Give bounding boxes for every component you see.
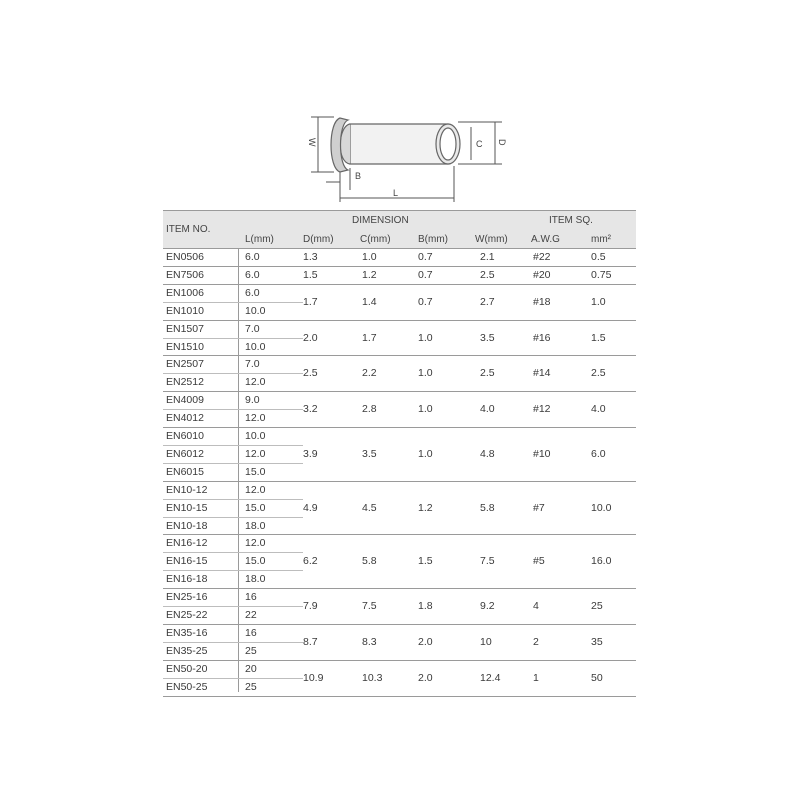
d-value: 4.9	[303, 501, 318, 514]
awg-value: 1	[533, 671, 539, 684]
c-value: 7.5	[362, 600, 377, 612]
item-number: EN25-16	[166, 591, 208, 604]
awg-value: #12	[533, 403, 551, 416]
mm2-value: 4.0	[591, 403, 606, 416]
item-number: EN10-18	[166, 519, 208, 532]
label-c: C	[476, 139, 483, 149]
length-value: 22	[245, 609, 257, 621]
c-value: 2.2	[362, 367, 377, 380]
mm2-value: 10.0	[591, 501, 612, 514]
group-divider	[163, 481, 636, 482]
d-value: 3.2	[303, 403, 318, 416]
mm2-value: 0.5	[591, 250, 606, 263]
spec-table	[163, 210, 636, 692]
label-w: W	[307, 138, 317, 147]
group-divider	[163, 355, 636, 356]
item-number: EN0506	[166, 251, 204, 263]
group-divider	[163, 427, 636, 428]
mm2-value: 16.0	[591, 555, 612, 568]
row-divider	[163, 552, 303, 553]
item-number: EN2507	[166, 358, 204, 371]
c-value: 2.8	[362, 403, 377, 416]
header-item-sq: ITEM SQ.	[549, 215, 593, 226]
d-value: 10.9	[303, 671, 324, 684]
w-value: 5.8	[480, 501, 495, 514]
d-value: 7.9	[303, 600, 318, 612]
length-value: 6.0	[245, 286, 260, 299]
length-value: 10.0	[245, 340, 266, 353]
b-value: 1.0	[418, 447, 433, 460]
awg-value: #14	[533, 367, 551, 380]
length-value: 9.0	[245, 394, 260, 407]
row-divider	[163, 678, 303, 679]
item-column-divider	[238, 248, 239, 692]
w-value: 9.2	[480, 600, 495, 612]
awg-value: #20	[533, 268, 551, 281]
awg-value: #18	[533, 295, 551, 308]
c-value: 10.3	[362, 671, 383, 684]
w-value: 2.1	[480, 250, 495, 263]
mm2-value: 35	[591, 635, 603, 648]
group-divider	[163, 266, 636, 267]
mm2-value: 0.75	[591, 268, 612, 281]
row-divider	[163, 642, 303, 643]
length-value: 6.0	[245, 268, 260, 281]
c-value: 5.8	[362, 555, 377, 568]
header-mm2: mm²	[591, 234, 611, 245]
mm2-value: 6.0	[591, 447, 606, 460]
mm2-value: 2.5	[591, 367, 606, 380]
row-divider	[163, 570, 303, 571]
item-number: EN35-25	[166, 644, 208, 657]
group-divider	[163, 391, 636, 392]
b-value: 1.2	[418, 501, 433, 514]
item-number: EN1510	[166, 340, 204, 353]
b-value: 1.8	[418, 600, 433, 612]
w-value: 7.5	[480, 555, 495, 568]
item-number: EN6012	[166, 447, 204, 460]
length-value: 25	[245, 680, 257, 693]
header-awg: A.W.G	[531, 234, 560, 245]
b-value: 0.7	[418, 250, 433, 263]
group-divider	[163, 696, 636, 697]
group-divider	[163, 660, 636, 661]
length-value: 12.0	[245, 483, 266, 496]
header-c: C(mm)	[360, 234, 391, 245]
d-value: 2.0	[303, 331, 318, 344]
row-divider	[163, 445, 303, 446]
mm2-value: 1.0	[591, 295, 606, 308]
header-l: L(mm)	[245, 234, 274, 245]
group-divider	[163, 588, 636, 589]
d-value: 1.5	[303, 268, 318, 281]
awg-value: #10	[533, 447, 551, 460]
c-value: 3.5	[362, 447, 377, 460]
item-number: EN50-25	[166, 680, 208, 693]
w-value: 2.7	[480, 295, 495, 308]
length-value: 6.0	[245, 251, 260, 263]
c-value: 1.4	[362, 295, 377, 308]
item-number: EN7506	[166, 268, 204, 281]
w-value: 3.5	[480, 331, 495, 344]
d-value: 1.7	[303, 295, 318, 308]
b-value: 1.5	[418, 555, 433, 568]
b-value: 2.0	[418, 635, 433, 648]
length-value: 10.0	[245, 430, 266, 442]
d-value: 6.2	[303, 555, 318, 568]
group-divider	[163, 624, 636, 625]
header-dimension: DIMENSION	[352, 215, 409, 226]
w-value: 2.5	[480, 268, 495, 281]
item-number: EN10-12	[166, 483, 208, 496]
ferrule-diagram	[0, 0, 800, 212]
c-value: 1.2	[362, 268, 377, 281]
item-number: EN4012	[166, 412, 204, 425]
table-top-border	[163, 210, 636, 211]
length-value: 15.0	[245, 465, 266, 478]
item-number: EN25-22	[166, 609, 208, 621]
header-w: W(mm)	[475, 234, 508, 245]
row-divider	[163, 373, 303, 374]
mm2-value: 50	[591, 671, 603, 684]
awg-value: #5	[533, 555, 545, 568]
length-value: 7.0	[245, 322, 260, 335]
mm2-value: 1.5	[591, 331, 606, 344]
d-value: 2.5	[303, 367, 318, 380]
length-value: 16	[245, 626, 257, 639]
d-value: 3.9	[303, 447, 318, 460]
awg-value: #22	[533, 250, 551, 263]
item-number: EN1006	[166, 286, 204, 299]
item-number: EN1507	[166, 322, 204, 335]
row-divider	[163, 606, 303, 607]
item-number: EN50-20	[166, 662, 208, 675]
d-value: 1.3	[303, 250, 318, 263]
length-value: 20	[245, 662, 257, 675]
row-divider	[163, 409, 303, 410]
b-value: 0.7	[418, 268, 433, 281]
awg-value: 4	[533, 600, 539, 612]
awg-value: #7	[533, 501, 545, 514]
b-value: 0.7	[418, 295, 433, 308]
length-value: 18.0	[245, 519, 266, 532]
d-value: 8.7	[303, 635, 318, 648]
header-bottom-border	[163, 248, 636, 249]
b-value: 2.0	[418, 671, 433, 684]
group-divider	[163, 534, 636, 535]
label-d: D	[497, 139, 507, 146]
length-value: 16	[245, 591, 257, 604]
length-value: 12.0	[245, 447, 266, 460]
length-value: 12.0	[245, 537, 266, 550]
item-number: EN1010	[166, 304, 204, 317]
item-number: EN16-18	[166, 573, 208, 586]
header-b: B(mm)	[418, 234, 448, 245]
w-value: 12.4	[480, 671, 501, 684]
item-number: EN4009	[166, 394, 204, 407]
w-value: 4.8	[480, 447, 495, 460]
label-l: L	[393, 188, 399, 198]
group-divider	[163, 320, 636, 321]
c-value: 8.3	[362, 635, 377, 648]
row-divider	[163, 338, 303, 339]
length-value: 7.0	[245, 358, 260, 371]
awg-value: #16	[533, 331, 551, 344]
item-number: EN6015	[166, 465, 204, 478]
length-value: 18.0	[245, 573, 266, 586]
header-d: D(mm)	[303, 234, 334, 245]
length-value: 12.0	[245, 376, 266, 389]
length-value: 25	[245, 644, 257, 657]
label-b: B	[355, 171, 362, 181]
item-number: EN35-16	[166, 626, 208, 639]
mm2-value: 25	[591, 600, 603, 612]
row-divider	[163, 499, 303, 500]
length-value: 15.0	[245, 501, 266, 514]
length-value: 12.0	[245, 412, 266, 425]
c-value: 1.7	[362, 331, 377, 344]
w-value: 10	[480, 635, 492, 648]
header-item-no: ITEM NO.	[166, 224, 211, 235]
length-value: 15.0	[245, 555, 266, 568]
c-value: 4.5	[362, 501, 377, 514]
row-divider	[163, 517, 303, 518]
item-number: EN2512	[166, 376, 204, 389]
awg-value: 2	[533, 635, 539, 648]
group-divider	[163, 284, 636, 285]
w-value: 4.0	[480, 403, 495, 416]
item-number: EN6010	[166, 430, 204, 442]
length-value: 10.0	[245, 304, 266, 317]
b-value: 1.0	[418, 403, 433, 416]
w-value: 2.5	[480, 367, 495, 380]
item-number: EN10-15	[166, 501, 208, 514]
item-number: EN16-12	[166, 537, 208, 550]
row-divider	[163, 463, 303, 464]
row-divider	[163, 302, 303, 303]
item-number: EN16-15	[166, 555, 208, 568]
c-value: 1.0	[362, 250, 377, 263]
b-value: 1.0	[418, 367, 433, 380]
b-value: 1.0	[418, 331, 433, 344]
